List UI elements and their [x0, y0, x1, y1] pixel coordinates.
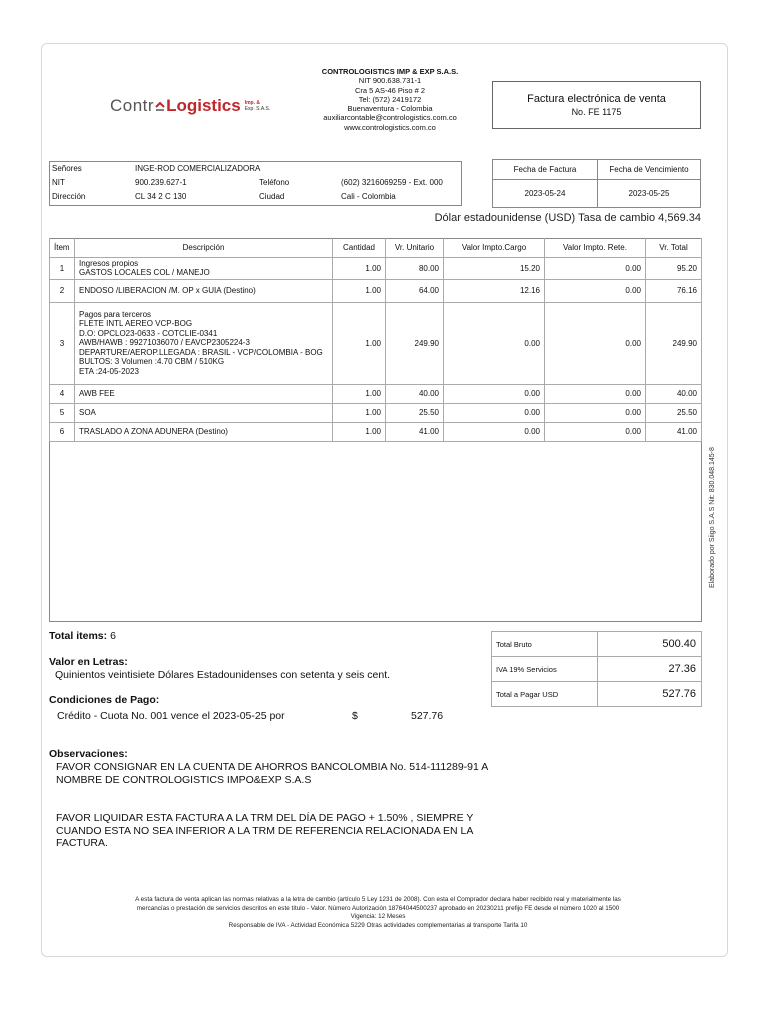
item-description [75, 403, 333, 422]
item-quantity: 1.00 [333, 279, 386, 302]
client-table [49, 161, 462, 203]
iva-value: 27.36 [598, 657, 702, 682]
totals-row [492, 657, 702, 682]
item-total: 95.20 [646, 257, 702, 279]
item-description-line: D.O: OPCLO23-0633 - COTCLIE-0341 [79, 328, 218, 338]
logo-suffix [245, 100, 271, 112]
item-unit-value: 249.90 [386, 302, 444, 384]
invoice-date-value: 2023-05-24 [493, 180, 598, 208]
item-tax-ret: 0.00 [545, 384, 646, 403]
item-unit-value: 40.00 [386, 384, 444, 403]
totals-table [491, 631, 702, 707]
conditions-amount: 527.76 [411, 710, 444, 722]
item-row [50, 257, 702, 279]
item-number: 5 [50, 403, 75, 422]
client-phone-label: Teléfono [259, 177, 290, 187]
dates-header-row [493, 160, 701, 180]
observations-label: Observaciones: [49, 748, 128, 760]
company-web: www.contrologistics.com.co [344, 122, 436, 132]
item-quantity: 1.00 [333, 422, 386, 441]
totals-row [492, 632, 702, 657]
company-name: CONTROLOGISTICS IMP & EXP S.A.S. [321, 67, 459, 76]
total-gross-value: 500.40 [598, 632, 702, 657]
client-nit-value: 900.239.627-1 [135, 177, 187, 187]
company-phone: Tel: (572) 2419172 [358, 94, 422, 104]
software-note: Elaborado por Siigo S.A.S Nit: 830.048.145-8 [709, 447, 716, 588]
client-city-value: Cali - Colombia [341, 191, 396, 201]
item-number: 1 [50, 257, 75, 279]
item-total: 40.00 [646, 384, 702, 403]
col-tax-charge: Valor Impto.Cargo [444, 238, 545, 257]
item-description [75, 257, 333, 279]
col-tax-ret: Valor Impto. Rete. [545, 238, 646, 257]
item-number: 6 [50, 422, 75, 441]
company-logo [110, 96, 270, 116]
item-tax-ret: 0.00 [545, 279, 646, 302]
client-nit-label: NIT [52, 177, 65, 187]
conditions-currency: $ [352, 710, 358, 722]
company-city: Buenaventura - Colombia [347, 104, 433, 114]
legal-line-4: Responsable de IVA - Actividad Económica 5229 Otras actividades complementarias al transporte Tarifa 10 [228, 921, 528, 929]
logo-text-main: Contr [110, 96, 155, 115]
item-description-line: DEPARTURE/AEROP.LLEGADA : BRASIL - VCP/COLOMBIA - BOG [79, 347, 323, 357]
item-tax-ret: 0.00 [545, 422, 646, 441]
company-nit: NIT 900.638.731-1 [358, 76, 422, 86]
item-description-line: AWB/HAWB : 99271036070 / EAVCP2305224-3 [79, 338, 250, 348]
item-tax-charge: 0.00 [444, 384, 545, 403]
item-row [50, 279, 702, 302]
legal-line-2: mercancías o prestación de servicios descritos en este título - Valor. Número Autorización 18764044500237 aprobado en 20230211 prefijo FE desde el número 1020 al 1500 [136, 904, 620, 912]
item-quantity: 1.00 [333, 302, 386, 384]
company-address: Cra 5 AS-46 Piso # 2 [354, 85, 426, 95]
item-description-line: BULTOS: 3 Volumen :4.70 CBM / 510KG [79, 357, 225, 367]
item-number: 3 [50, 302, 75, 384]
total-pay-value: 527.76 [598, 682, 702, 707]
item-tax-ret: 0.00 [545, 302, 646, 384]
item-row [50, 403, 702, 422]
item-description-line: AWB FEE [79, 388, 115, 398]
client-address-value: CL 34 2 C 130 [135, 191, 187, 201]
logo-arrow-icon [155, 101, 165, 111]
invoice-date-label: Fecha de Factura [493, 160, 598, 180]
item-tax-charge: 0.00 [444, 422, 545, 441]
item-unit-value: 41.00 [386, 422, 444, 441]
item-tax-ret: 0.00 [545, 403, 646, 422]
item-tax-charge: 12.16 [444, 279, 545, 302]
dates-table [492, 159, 701, 208]
client-senores-label: Señores [52, 163, 82, 173]
col-description: Descripción [75, 238, 333, 257]
dates-value-row [493, 180, 701, 208]
due-date-value: 2023-05-25 [598, 180, 701, 208]
client-senores-value: INGE-ROD COMERCIALIZADORA [135, 163, 261, 173]
col-quantity: Cantidad [333, 238, 386, 257]
total-items-label: Total items: [49, 630, 108, 642]
invoice-title: Factura electrónica de venta [527, 93, 666, 105]
item-tax-charge: 0.00 [444, 302, 545, 384]
company-info [300, 67, 480, 132]
client-row [49, 189, 462, 203]
conditions-label: Condiciones de Pago: [49, 694, 160, 706]
item-quantity: 1.00 [333, 403, 386, 422]
logo-suffix-2: Exp. S.A.S. [244, 106, 271, 112]
client-phone-value: (602) 3216069259 - Ext. 000 [341, 177, 443, 187]
item-description-line: FLETE INTL AEREO VCP-BOG [79, 319, 193, 329]
logo-suffix-1: Imp. & [244, 100, 260, 106]
item-total: 25.50 [646, 403, 702, 422]
item-tax-charge: 0.00 [444, 403, 545, 422]
letters-value: Quinientos veintisiete Dólares Estadounidenses con setenta y seis cent. [55, 669, 391, 681]
item-description-line: ETA :24-05-2023 [79, 366, 139, 376]
item-description [75, 384, 333, 403]
logo-text-accent: Logistics [166, 96, 241, 115]
items-table [49, 238, 702, 442]
totals-row [492, 682, 702, 707]
item-tax-charge: 15.20 [444, 257, 545, 279]
item-tax-ret: 0.00 [545, 257, 646, 279]
legal-line-3: Vigencia: 12 Meses [350, 913, 406, 920]
item-description-line: Pagos para terceros [79, 309, 152, 319]
item-row [50, 384, 702, 403]
letters-label: Valor en Letras: [49, 656, 128, 668]
item-description-line: SOA [79, 407, 96, 417]
items-header-row [50, 238, 702, 257]
items-body [50, 257, 702, 441]
item-total: 41.00 [646, 422, 702, 441]
col-total: Vr. Total [646, 238, 702, 257]
invoice-title-box [492, 81, 701, 129]
item-unit-value: 25.50 [386, 403, 444, 422]
col-item: Ítem [50, 238, 75, 257]
col-unit-value: Vr. Unitario [386, 238, 444, 257]
client-row [49, 175, 462, 189]
invoice-number: No. FE 1175 [571, 107, 622, 117]
client-city-label: Ciudad [259, 191, 285, 201]
observations-paragraph-2: FAVOR LIQUIDAR ESTA FACTURA A LA TRM DEL DÍA DE PAGO + 1.50% , SIEMPRE Y CUANDO ESTA NO SEA INFERIOR A LA TRM DE REFERENCIA RELACIONADA EN LA FACTURA. [56, 812, 474, 849]
item-description-line: TRASLADO A ZONA ADUNERA (Destino) [79, 426, 228, 436]
item-description-line: GASTOS LOCALES COL / MANEJO [79, 268, 210, 277]
item-description-line: Ingresos propios [79, 258, 139, 268]
item-number: 2 [50, 279, 75, 302]
total-items [49, 630, 116, 642]
iva-label: IVA 19% Servicios [492, 657, 598, 682]
item-unit-value: 64.00 [386, 279, 444, 302]
item-row [50, 302, 702, 384]
company-email: auxiliarcontable@contrologistics.com.co [323, 113, 457, 123]
conditions-value: Crédito - Cuota No. 001 vence el 2023-05-25 por [57, 710, 285, 722]
item-description [75, 279, 333, 302]
item-number: 4 [50, 384, 75, 403]
item-total: 249.90 [646, 302, 702, 384]
legal-line-1: A esta factura de venta aplican las normas relativas a la letra de cambio (artículo 5 Ley 1231 de 2008). Con esta el Comprador declara haber recibido real y materialmente las [135, 896, 621, 903]
item-description [75, 422, 333, 441]
client-address-label: Dirección [52, 191, 86, 201]
item-unit-value: 80.00 [386, 257, 444, 279]
total-items-value: 6 [110, 630, 116, 642]
total-pay-label: Total a Pagar USD [492, 682, 598, 707]
item-description-line: ENDOSO /LIBERACION /M. OP x GUIA (Destino) [79, 285, 256, 295]
item-row [50, 422, 702, 441]
total-gross-label: Total Bruto [492, 632, 598, 657]
currency-exchange-line: Dólar estadounidense (USD) Tasa de cambio 4,569.34 [434, 212, 701, 224]
item-quantity: 1.00 [333, 257, 386, 279]
item-total: 76.16 [646, 279, 702, 302]
due-date-label: Fecha de Vencimiento [598, 160, 701, 180]
item-description [75, 302, 333, 384]
item-quantity: 1.00 [333, 384, 386, 403]
observations-paragraph-1: FAVOR CONSIGNAR EN LA CUENTA DE AHORROS BANCOLOMBIA No. 514-111289-91 A NOMBRE DE CONTROLOGISTICS IMPO&EXP S.A.S [56, 761, 488, 786]
client-row [49, 161, 462, 175]
legal-footer [78, 896, 678, 930]
